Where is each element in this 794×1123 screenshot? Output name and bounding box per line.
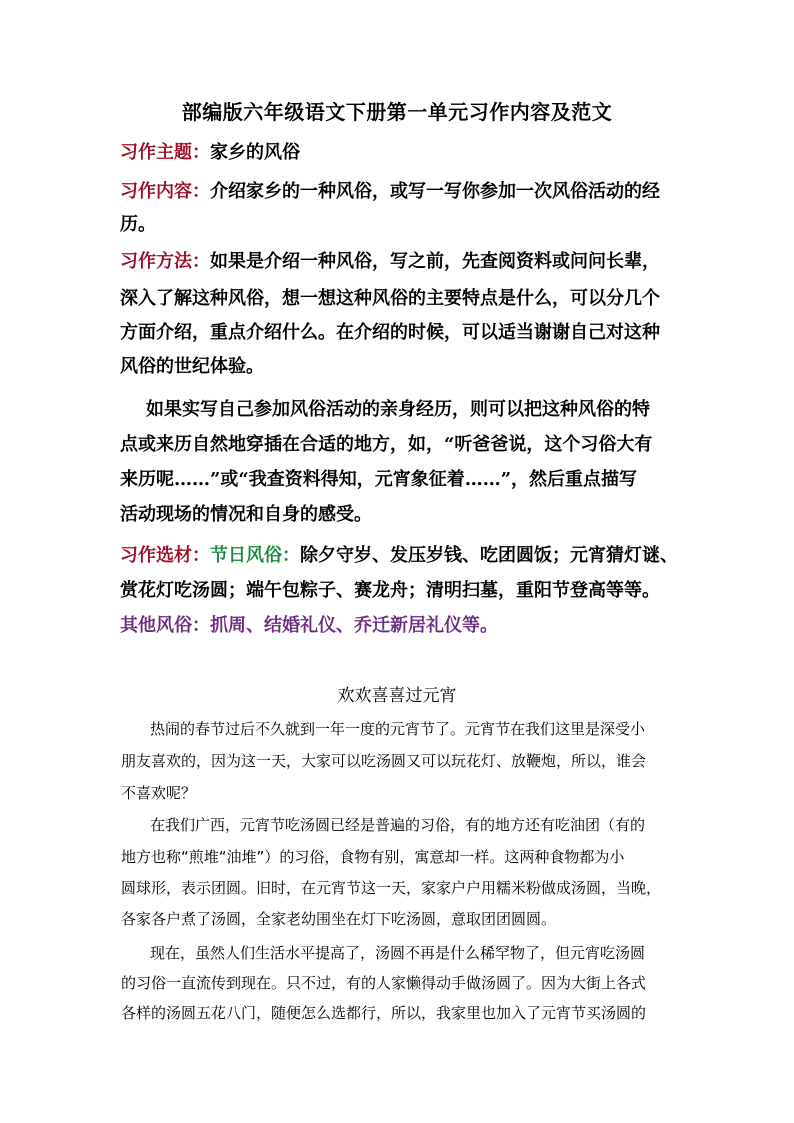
method2-line-4: 活动现场的情况和自身的感受。 [120,504,372,525]
essay-line: 的习俗一直流传到现在。只不过，有的人家懒得动手做汤圆了。因为大街上各式 [121,974,647,992]
method-text-1: 如果是介绍一种风俗，写之前，先查阅资料或问问长辈， [210,251,660,272]
essay-line: 现在，虽然人们生活水平提高了，汤圆不再是什么稀罕物了，但元宵吃汤圆 [150,944,646,962]
essay-line: 朋友喜欢的，因为这一天，大家可以吃汤圆又可以玩花灯、放鞭炮，所以，谁会 [121,752,647,770]
other-label: 其他风俗： [120,615,210,636]
essay-line: 热闹的春节过后不久就到一年一度的元宵节了。元宵节在我们这里是深受小 [150,720,646,738]
essay-line: 各样的汤圆五花八门，随便怎么选都行，所以，我家里也加入了元宵节买汤圆的 [121,1004,647,1022]
theme-line [120,138,690,164]
essay-title: 欢欢喜喜过元宵 [337,686,457,706]
method2-line-1: 如果实写自己参加风俗活动的亲身经历，则可以把这种风俗的特 [146,399,650,420]
essay-line: 圆球形，表示团圆。旧时，在元宵节这一天，家家户户用糯米粉做成汤圆，当晚， [121,879,662,897]
method-line-1 [120,247,690,273]
theme-value: 家乡的风俗 [210,142,300,163]
method2-line-3: 来历呢……”或“我查资料得知，元宵象征着……”，然后重点描写 [120,469,638,490]
essay-line: 不喜欢呢？ [121,784,197,802]
other-line [120,611,690,637]
essay-line: 各家各户煮了汤圆，全家老幼围坐在灯下吃汤圆，意取团团圆圆。 [121,910,557,928]
method-line-2: 深入了解这种风俗，想一想这种风俗的主要特点是什么，可以分几个 [120,288,660,309]
material-line-1 [120,541,690,567]
content-label: 习作内容： [120,181,210,202]
theme-label: 习作主题： [120,142,210,163]
method2-line-2: 点或来历自然地穿插在合适的地方，如，“听爸爸说，这个习俗大有 [120,434,653,455]
method-line-4: 风俗的世纪体验。 [120,356,264,377]
festival-label: 节日风俗： [210,545,300,566]
material-line-2: 赏花灯吃汤圆；端午包粽子、赛龙舟；清明扫墓，重阳节登高等等。 [120,580,660,601]
other-value: 抓周、结婚礼仪、乔迁新居礼仪等。 [210,615,498,636]
content-line-1 [120,177,690,203]
essay-line: 在我们广西，元宵节吃汤圆已经是普遍的习俗，有的地方还有吃油团（有的 [150,816,646,834]
method-label: 习作方法： [120,251,210,272]
content-line-2: 历。 [120,214,156,235]
content-text-1: 介绍家乡的一种风俗，或写一写你参加一次风俗活动的经 [210,181,660,202]
document-title: 部编版六年级语文下册第一单元习作内容及范文 [181,100,613,124]
material-text-1: 除夕守岁、发压岁钱、吃团圆饭；元宵猜灯谜、 [300,545,678,566]
essay-line: 地方也称“煎堆“油堆”）的习俗，食物有别，寓意却一样。这两种食物都为小 [121,848,625,866]
method-line-3: 方面介绍，重点介绍什么。在介绍的时候，可以适当谢谢自己对这种 [120,322,660,343]
material-label: 习作选材： [120,545,210,566]
